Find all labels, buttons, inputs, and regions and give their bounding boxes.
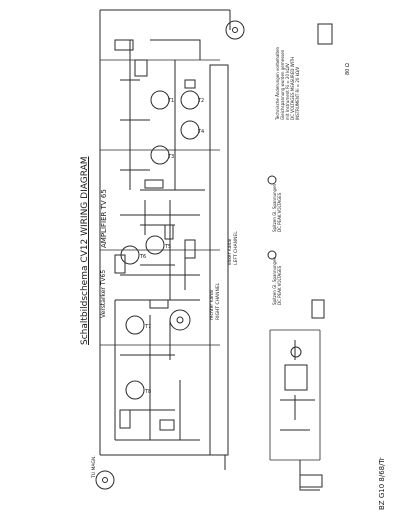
channel-bus-bar [210, 65, 228, 455]
mains-plug [300, 475, 322, 487]
input-connector [170, 310, 190, 330]
voltage-note-2: Spitzen Gl. Spannungen DC PEAK VOLTAGES [272, 256, 282, 305]
measurement-legend: Technische Änderungen vorbehalten Gleichspannung wurden gemessen mit Instrument Ri = 20 kΩ/V DC VOLTAGES MEASURED WITH INSTRUMENT Ri = 20 kΩ/V [275, 46, 300, 120]
label-t5: T5 [165, 244, 172, 250]
tu-magn-label: TU MAGN. [92, 455, 97, 478]
channel-note: rechter Kanal RIGHT CHANNEL [210, 282, 221, 320]
label-t4: T4 [198, 129, 205, 135]
channel-note-left: linker Kanal LEFT CHANNEL [228, 231, 239, 265]
transistor-t1 [151, 91, 169, 109]
transistor-t4 [181, 121, 199, 139]
transistor-t2 [181, 91, 199, 109]
transistor-t7 [126, 316, 144, 334]
transistor-t8 [126, 381, 144, 399]
transformer [285, 365, 307, 390]
label-t8: T8 [145, 389, 152, 395]
transistor-t3 [151, 146, 169, 164]
voltage-symbol-1 [268, 176, 276, 184]
speaker-connector [226, 21, 244, 39]
verstarker-title: Verstärker TV65 [100, 269, 107, 318]
label-t2: T2 [198, 98, 205, 104]
component-labels [139, 98, 204, 395]
transistor-t5 [146, 236, 164, 254]
diagram-title: Schaltbildschema CV12 WIRING DIAGRAM [80, 156, 90, 345]
label-t1: T1 [168, 98, 175, 104]
label-t7: T7 [145, 324, 152, 330]
label-t6: T6 [140, 254, 147, 260]
page-mark: 80 Ω [345, 63, 351, 75]
label-t3: T3 [168, 154, 175, 160]
drawing-code: BZ G10 8/68/Tr [378, 457, 386, 510]
amplifier-title: AMPLIFIER TV 65 [100, 189, 108, 248]
voltage-note-1: Spitzen Gl. Spannungen DC PEAK VOLTAGES [272, 183, 282, 232]
tu-magn-connector [96, 471, 114, 489]
